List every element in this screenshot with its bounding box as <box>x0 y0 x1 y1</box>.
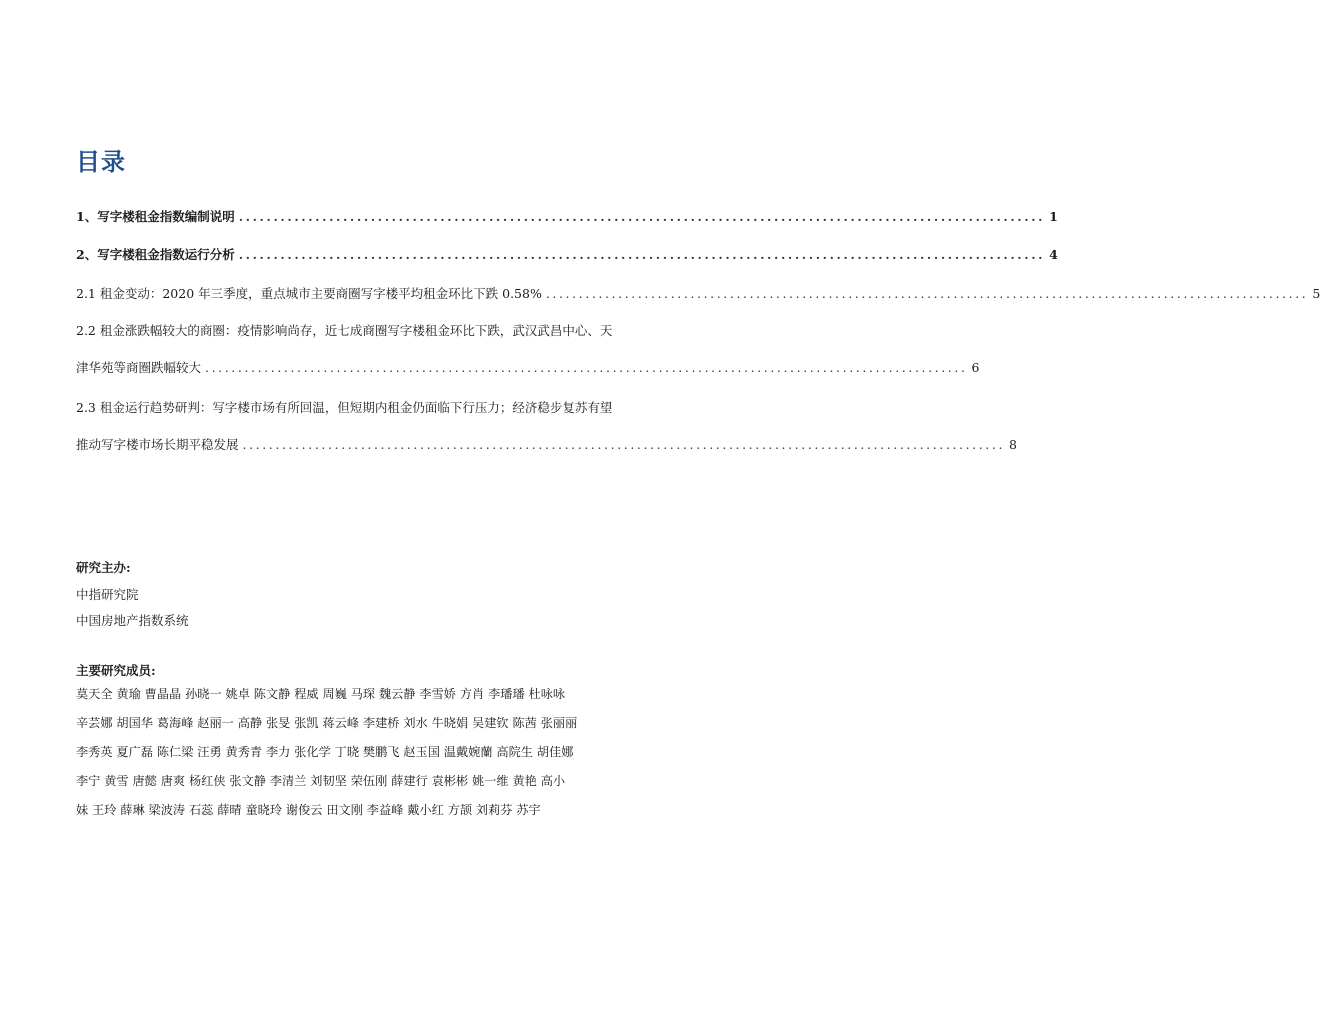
toc-page-number: 5 <box>1312 286 1320 301</box>
toc-page-number: 8 <box>1009 437 1017 452</box>
members-row: 莫天全 黄瑜 曹晶晶 孙晓一 姚卓 陈文静 程威 周巍 马琛 魏云静 李雪娇 方肖 李璠璠 杜咏咏 <box>76 687 566 701</box>
toc-entry-label: 1、写字楼租金指数编制说明 <box>76 209 235 224</box>
toc-leader: .................................................................................................................... <box>545 286 1309 301</box>
toc-entry-2-2-line1[interactable]: 2.2 租金涨跌幅较大的商圈：疫情影响尚存，近七成商圈写字楼租金环比下跌，武汉武昌中心、天 <box>76 323 613 338</box>
toc-entry-label: 2.1 租金变动：2020 年三季度，重点城市主要商圈写字楼平均租金环比下跌 0.58% <box>76 286 542 301</box>
sponsor-org: 中国房地产指数系统 <box>76 613 189 628</box>
toc-page-number: 6 <box>971 360 980 375</box>
toc-entry-1[interactable] <box>76 207 1058 227</box>
members-row: 妹 王玲 薛琳 梁波涛 石蕊 薛晴 童晓玲 谢俊云 田文刚 李益峰 戴小红 方颉 刘莉芬 苏宇 <box>76 803 541 817</box>
toc-leader: .................................................................................................................... <box>238 209 1046 224</box>
toc-leader: .................................................................................................................... <box>238 247 1046 262</box>
sponsor-heading: 研究主办: <box>76 560 131 575</box>
toc-leader: .................................................................................................................... <box>242 437 1006 452</box>
members-row: 辛芸娜 胡国华 葛海峰 赵丽一 高静 张旻 张凯 蒋云峰 李建桥 刘水 牛晓娟 吴建钦 陈茜 张丽丽 <box>76 716 578 730</box>
toc-entry-label: 津华苑等商圈跌幅较大 <box>76 360 202 375</box>
toc-entry-2[interactable] <box>76 245 1058 265</box>
members-row: 李宁 黄雪 唐懿 唐爽 杨红侠 张文静 李清兰 刘韧坚 荣伍刚 薛建行 袁彬彬 姚一维 黄艳 高小 <box>76 774 566 788</box>
toc-entry-label: 推动写字楼市场长期平稳发展 <box>76 437 239 452</box>
members-heading: 主要研究成员: <box>76 663 156 678</box>
members-list <box>76 684 656 829</box>
members-row: 李秀英 夏广磊 陈仁梁 汪勇 黄秀青 李力 张化学 丁晓 樊鹏飞 赵玉国 温戴婉蘭 高院生 胡佳娜 <box>76 745 574 759</box>
toc-page-number: 4 <box>1049 247 1058 262</box>
toc-entry-label: 2、写字楼租金指数运行分析 <box>76 247 235 262</box>
toc-entry-2-3[interactable] <box>76 435 1017 455</box>
sponsor-org: 中指研究院 <box>76 587 139 602</box>
toc-entry-2-1[interactable] <box>76 284 1320 304</box>
toc-leader: .................................................................................................................... <box>205 360 968 375</box>
toc-entry-2-3-line1[interactable]: 2.3 租金运行趋势研判：写字楼市场有所回温，但短期内租金仍面临下行压力；经济稳步复苏有望 <box>76 400 613 415</box>
toc-title: 目录 <box>76 148 126 176</box>
toc-entry-2-2[interactable] <box>76 358 980 378</box>
toc-page-number: 1 <box>1049 209 1058 224</box>
